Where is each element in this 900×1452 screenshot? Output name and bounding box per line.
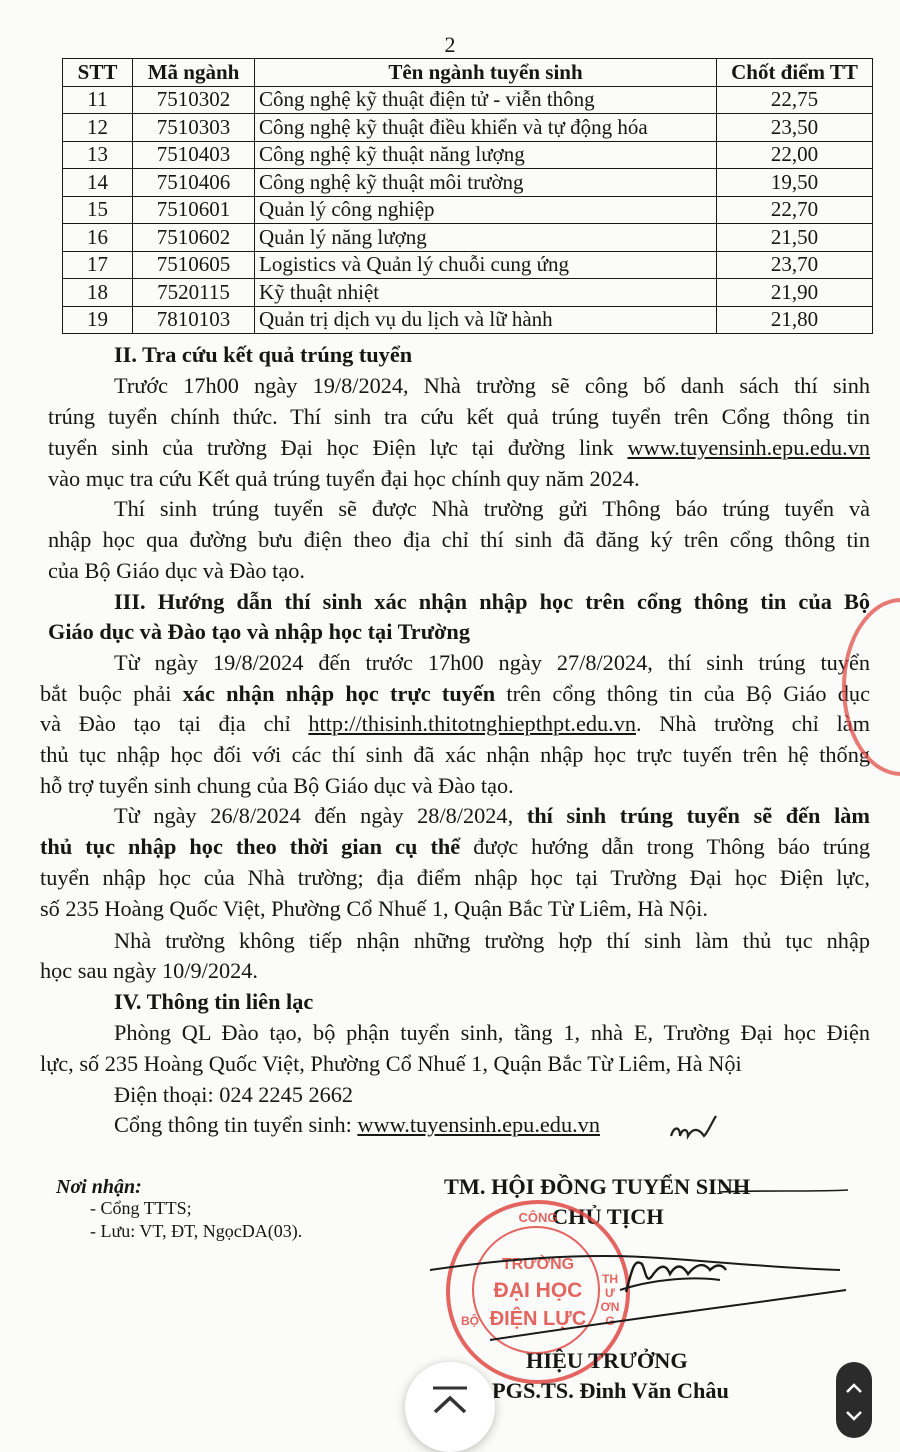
cell-major-name: Kỹ thuật nhiệt (255, 279, 717, 307)
cell-stt: 15 (63, 196, 133, 224)
section-3-text: hỗ trợ tuyển sinh chung của Bộ Giáo dục và Đào tạo. (40, 773, 514, 798)
moet-portal-link[interactable]: http://thisinh.thitotnghiepthpt.edu.vn (308, 711, 637, 736)
table-row (63, 169, 873, 197)
cell-major-code: 7520115 (133, 279, 255, 307)
cell-major-name: Quản lý công nghiệp (255, 196, 717, 224)
section-2-text: của Bộ Giáo dục và Đào tạo. (48, 558, 305, 583)
page-number: 2 (444, 32, 456, 57)
section-3-text-part: được hướng dẫn trong Thông báo trúng (473, 834, 870, 859)
table-row (63, 306, 873, 334)
section-3-text (40, 832, 870, 862)
section-2-text-part: tuyển sinh của trường Đại học Điện lực tại đường link (48, 435, 614, 460)
table-row (63, 224, 873, 252)
recipient-item: - Lưu: VT, ĐT, NgọcDA(03). (90, 1221, 303, 1241)
section-3-text-part: thí sinh trúng tuyển sẽ đến làm (526, 803, 871, 828)
table-row (63, 251, 873, 279)
section-2-heading: II. Tra cứu kết quả trúng tuyển (114, 342, 413, 367)
section-2-text: vào mục tra cứu Kết quả trúng tuyển đại học chính quy năm 2024. (48, 466, 640, 491)
cell-major-name: Công nghệ kỹ thuật điện tử - viễn thông (255, 86, 717, 114)
cell-major-name: Công nghệ kỹ thuật điều khiển và tự động hóa (255, 114, 717, 142)
chevron-up-icon (405, 1362, 495, 1422)
section-3-text: Từ ngày 19/8/2024 đến trước 17h00 ngày 27/8/2024, thí sinh trúng tuyển (114, 650, 870, 675)
seal-text: TRƯỜNG (501, 1256, 575, 1273)
table-row (63, 279, 873, 307)
cell-cutoff-score: 23,50 (717, 114, 873, 142)
section-2-text: Thí sinh trúng tuyển sẽ được Nhà trường gửi Thông báo trúng tuyển và (114, 496, 870, 521)
cell-major-code: 7510602 (133, 224, 255, 252)
section-4-text: Phòng QL Đào tạo, bộ phận tuyển sinh, tầng 1, nhà E, Trường Đại học Điện (114, 1020, 870, 1045)
section-3-text: thủ tục nhập học đối với các thí sinh đã xác nhận nhập học trực tuyến trên hệ thống (40, 742, 870, 767)
cell-cutoff-score: 21,90 (717, 279, 873, 307)
section-3-heading: Giáo dục và Đào tạo và nhập học tại Trường (48, 619, 470, 644)
cell-major-name: Công nghệ kỹ thuật năng lượng (255, 141, 717, 169)
section-3-text-part: xác nhận nhập học trực tuyến (182, 681, 496, 706)
signature-role: CHỦ TỊCH (552, 1204, 664, 1229)
admission-score-table (62, 58, 873, 334)
cell-cutoff-score: 22,75 (717, 86, 873, 114)
cell-stt: 18 (63, 279, 133, 307)
section-3-text-part: trên cổng thông tin của Bộ Giáo dục (506, 681, 870, 706)
table-row (63, 196, 873, 224)
table-row (63, 86, 873, 114)
cell-cutoff-score: 19,50 (717, 169, 873, 197)
col-header-cutoff-score: Chốt điểm TT (717, 59, 873, 87)
section-3-text-part: thủ tục nhập học theo thời gian cụ thể (40, 834, 461, 859)
contact-phone: Điện thoại: 024 2245 2662 (114, 1082, 354, 1107)
col-header-major-code: Mã ngành (133, 59, 255, 87)
section-2-text: Trước 17h00 ngày 19/8/2024, Nhà trường sẽ công bố danh sách thí sinh (114, 373, 870, 398)
section-4-heading: IV. Thông tin liên lạc (114, 989, 314, 1014)
seal-ring-text: THƯƠNG (600, 1272, 620, 1328)
cell-major-name: Công nghệ kỹ thuật môi trường (255, 169, 717, 197)
page-scroll-control[interactable] (836, 1362, 872, 1438)
cell-stt: 19 (63, 306, 133, 334)
seal-text: ĐIỆN LỰC (489, 1308, 587, 1330)
seal-text: ĐẠI HỌC (493, 1279, 583, 1302)
cell-major-name: Logistics và Quản lý chuỗi cung ứng (255, 251, 717, 279)
seal-ring-text: BỘ (461, 1314, 479, 1328)
cell-stt: 14 (63, 169, 133, 197)
section-3-text-part: và Đào tạo tại địa chỉ (40, 711, 291, 736)
col-header-stt: STT (63, 59, 133, 87)
seal-ring-text: CÔNG (518, 1210, 558, 1225)
signature-org: TM. HỘI ĐỒNG TUYỂN SINH (444, 1174, 751, 1199)
signer-name: PGS.TS. Đinh Văn Châu (492, 1378, 729, 1403)
section-3-text-part: Từ ngày 26/8/2024 đến ngày 28/8/2024, (114, 803, 514, 828)
cell-major-name: Quản trị dịch vụ du lịch và lữ hành (255, 306, 717, 334)
section-4-text: lực, số 235 Hoàng Quốc Việt, Phường Cổ Nhuế 1, Quận Bắc Từ Liêm, Hà Nội (40, 1051, 742, 1076)
section-2-text: nhập học qua đường bưu điện theo địa chỉ thí sinh đã đăng ký trên cổng thông tin (48, 527, 870, 552)
section-4-text (114, 1110, 600, 1140)
section-3-text (40, 709, 870, 739)
scroll-arrows-icon (836, 1362, 872, 1438)
cell-stt: 12 (63, 114, 133, 142)
recipient-item: - Cổng TTTS; (90, 1198, 192, 1218)
cell-stt: 11 (63, 86, 133, 114)
cell-major-code: 7510406 (133, 169, 255, 197)
cell-major-code: 7510303 (133, 114, 255, 142)
section-2-text (48, 433, 870, 463)
initials-mark (668, 1112, 718, 1148)
signature-mark (420, 1180, 850, 1360)
cell-major-name: Quản lý năng lượng (255, 224, 717, 252)
signer-position: HIỆU TRƯỞNG (526, 1348, 688, 1373)
cell-major-code: 7510601 (133, 196, 255, 224)
section-3-text (114, 801, 870, 831)
cell-stt: 16 (63, 224, 133, 252)
table-row (63, 114, 873, 142)
section-3-text: tuyển nhập học của Nhà trường; địa điểm nhập học tại Trường Đại học Điện lực, (40, 865, 870, 890)
col-header-major-name: Tên ngành tuyển sinh (255, 59, 717, 87)
section-3-text: Nhà trường không tiếp nhận những trường hợp thí sinh làm thủ tục nhập (114, 928, 870, 953)
cell-cutoff-score: 21,80 (717, 306, 873, 334)
section-3-text-part: . Nhà trường chỉ làm (636, 711, 871, 736)
scroll-to-top-button[interactable] (405, 1362, 495, 1452)
portal-label: Cổng thông tin tuyển sinh: (114, 1112, 352, 1137)
section-2-text: trúng tuyển chính thức. Thí sinh tra cứu kết quả trúng tuyển trên Cổng thông tin (48, 404, 870, 429)
section-3-text: số 235 Hoàng Quốc Việt, Phường Cổ Nhuế 1, Quận Bắc Từ Liêm, Hà Nội. (40, 896, 708, 921)
cell-cutoff-score: 21,50 (717, 224, 873, 252)
cell-major-code: 7810103 (133, 306, 255, 334)
section-3-heading: III. Hướng dẫn thí sinh xác nhận nhập học trên cổng thông tin của Bộ (114, 589, 870, 614)
section-3-text (40, 679, 870, 709)
cell-cutoff-score: 22,00 (717, 141, 873, 169)
cell-stt: 13 (63, 141, 133, 169)
cell-cutoff-score: 22,70 (717, 196, 873, 224)
cell-major-code: 7510605 (133, 251, 255, 279)
section-3-text: học sau ngày 10/9/2024. (40, 958, 258, 983)
table-header-row (63, 59, 873, 87)
cell-major-code: 7510403 (133, 141, 255, 169)
section-3-text-part: bắt buộc phải (40, 681, 172, 706)
admission-portal-link[interactable]: www.tuyensinh.epu.edu.vn (357, 1112, 600, 1137)
cell-major-code: 7510302 (133, 86, 255, 114)
table-row (63, 141, 873, 169)
admission-portal-link[interactable]: www.tuyensinh.epu.edu.vn (627, 435, 870, 460)
recipients-title: Nơi nhận: (56, 1176, 142, 1198)
cell-cutoff-score: 23,70 (717, 251, 873, 279)
cell-stt: 17 (63, 251, 133, 279)
